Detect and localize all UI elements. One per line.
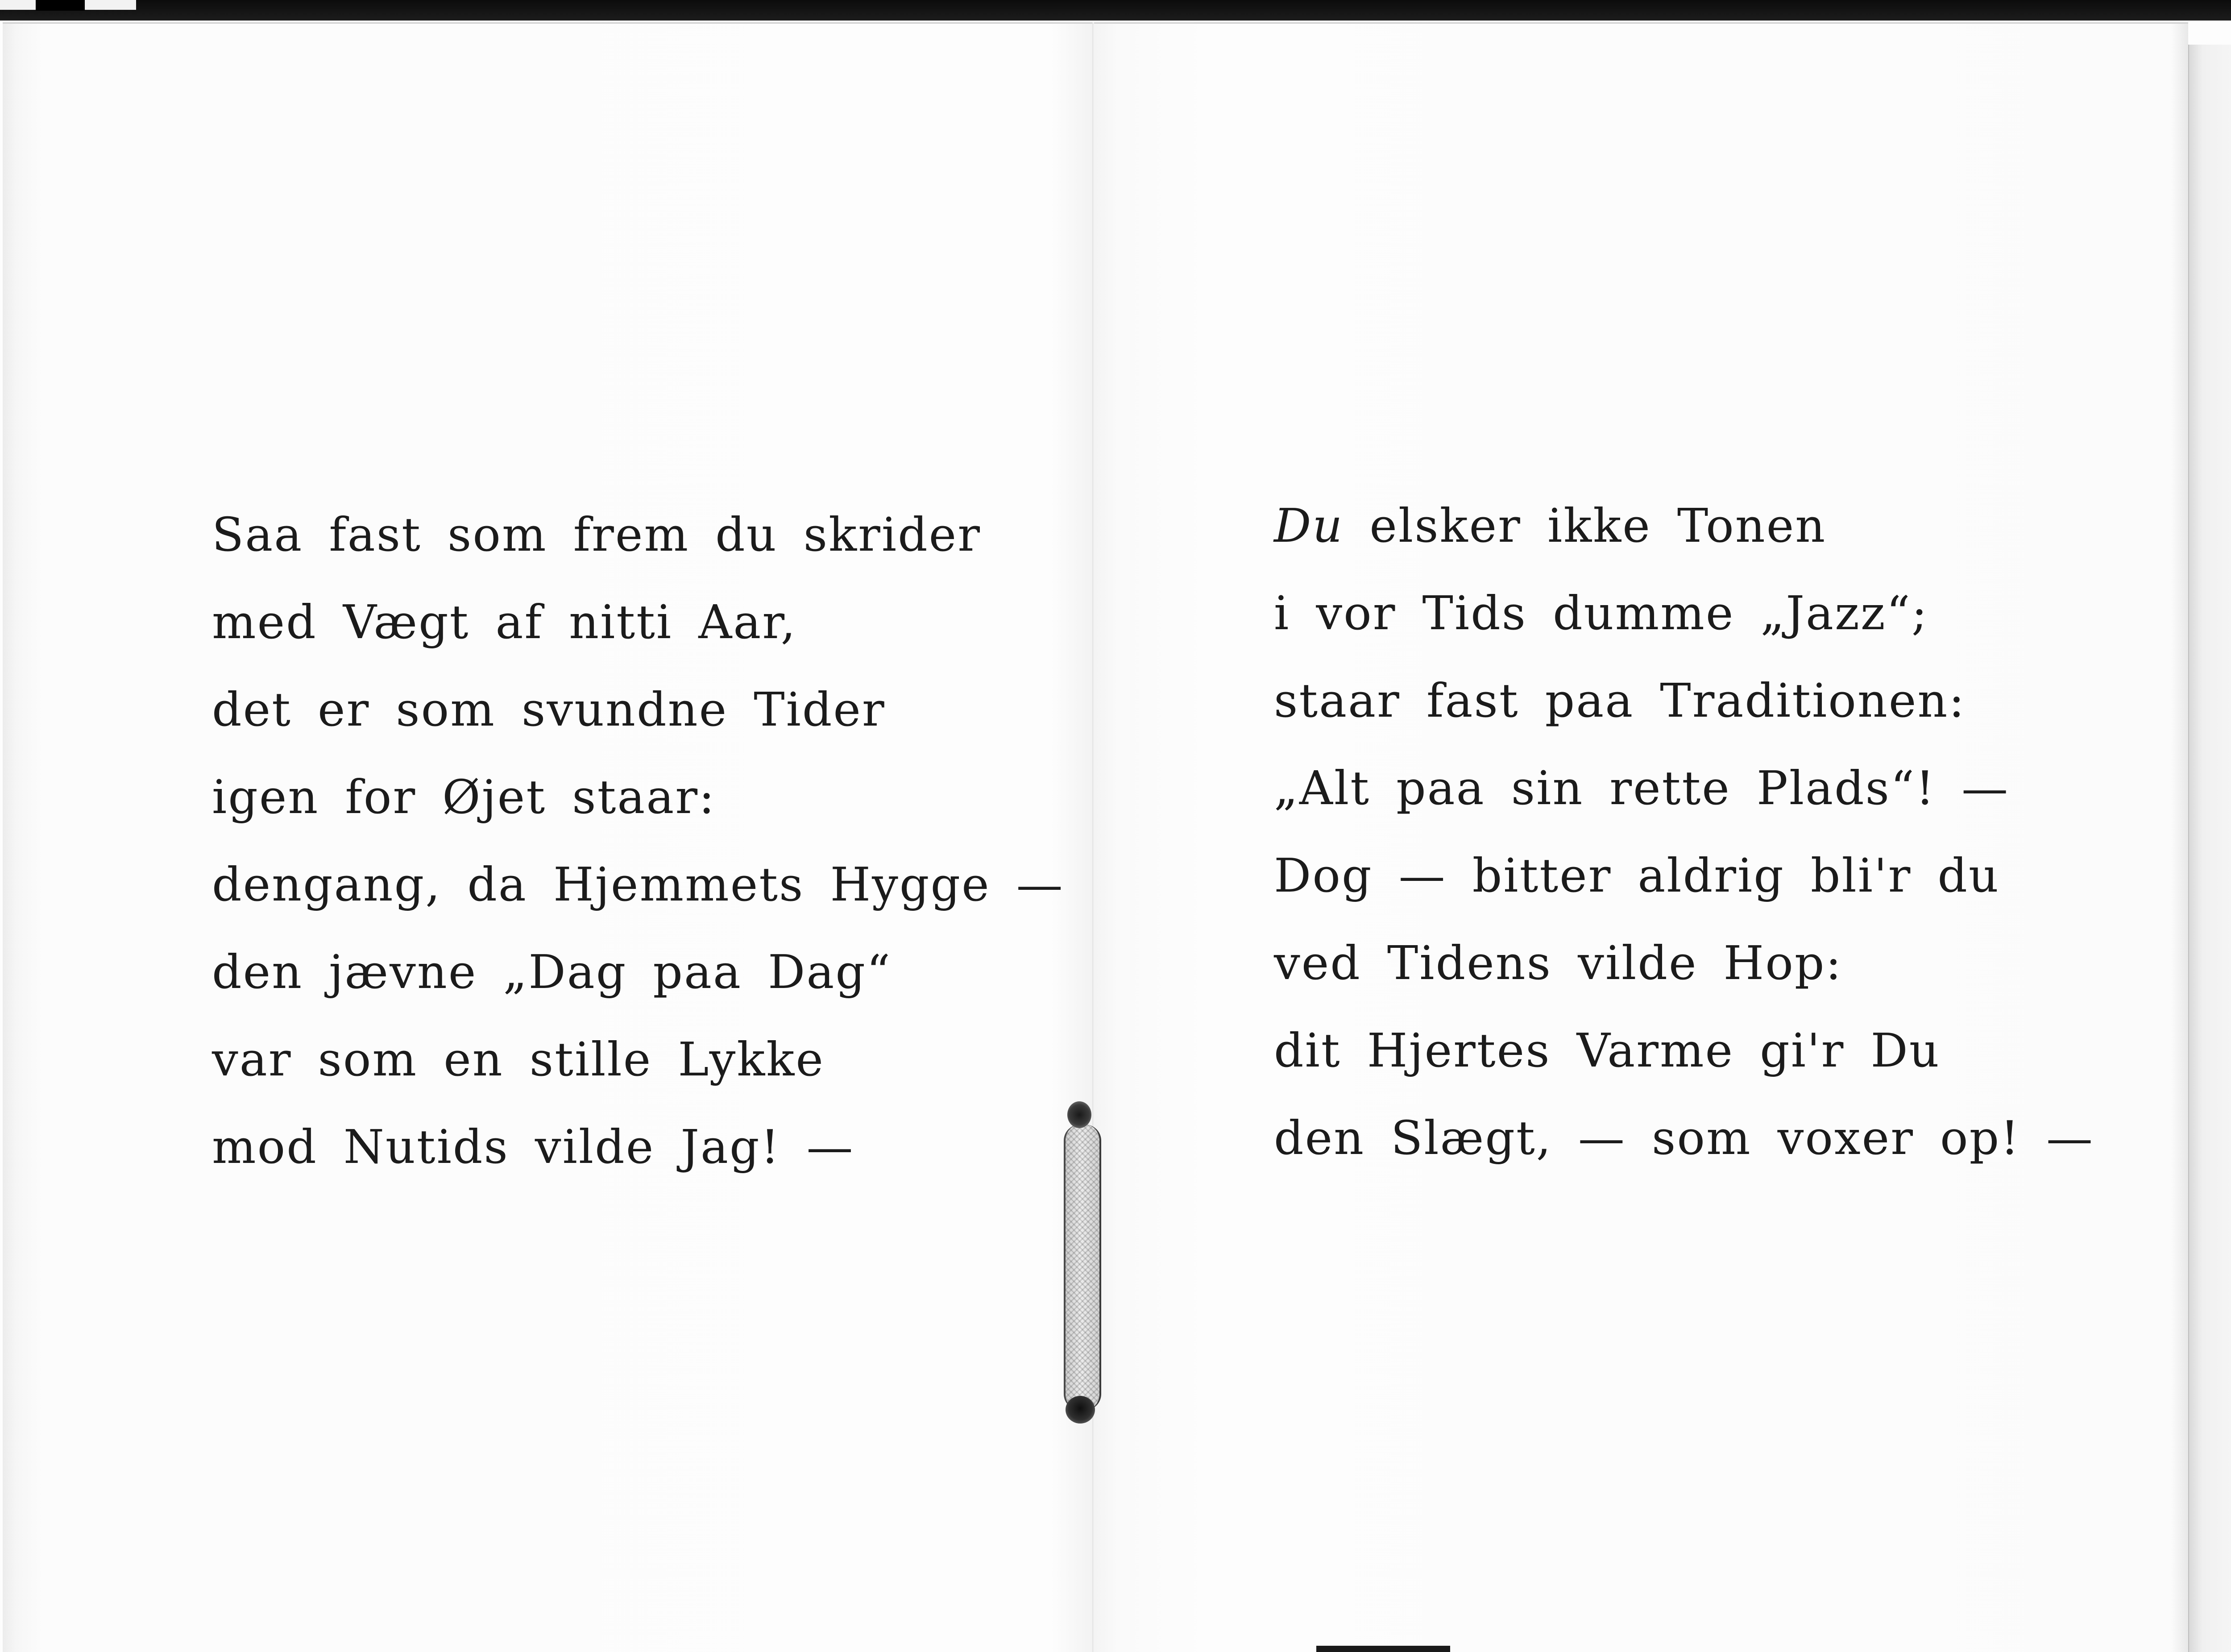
poem-line: staar fast paa Traditionen: [1274, 673, 1966, 728]
poem-line-first [1274, 482, 2032, 569]
binding-hole-top [1067, 1101, 1091, 1128]
poem-line: Saa fast som frem du skrider [212, 507, 981, 562]
poem-line: dengang, da Hjemmets Hygge — [212, 857, 1064, 912]
binding-ribbon [1064, 1125, 1101, 1410]
poem-line: var som en stille Lykke [212, 1032, 825, 1087]
poem-line: det er som svundne Tider [212, 682, 886, 737]
poem-line: med Vægt af nitti Aar, [212, 595, 797, 649]
poem-line: den jævne „Dag paa Dag“ [212, 945, 892, 999]
italic-word: Du [1274, 498, 1344, 553]
poem-line: den Slægt, — som voxer op! — [1274, 1111, 2094, 1165]
poem-line: dit Hjertes Varme gi'r Du [1274, 1023, 1941, 1078]
scanner-top-border [0, 0, 2231, 21]
poem-line: mod Nutids vilde Jag! — [212, 1120, 854, 1174]
poem-line: igen for Øjet staar: [212, 770, 716, 824]
scanner-bottom-mark [1316, 1646, 1450, 1652]
back-cover-edge [2188, 45, 2231, 1652]
poem-line: „Alt paa sin rette Plads“! — [1274, 761, 2010, 815]
poem-line-rest: elsker ikke Tonen [1344, 498, 1827, 553]
scanner-top-mark [36, 0, 85, 11]
poem-line: ved Tidens vilde Hop: [1274, 936, 1843, 990]
left-page-poem [212, 491, 1064, 1191]
poem-line: i vor Tids dumme „Jazz“; [1274, 586, 1928, 640]
poem-line: Dog — bitter aldrig bli'r du [1274, 848, 2000, 903]
binding-hole-bottom [1066, 1396, 1095, 1424]
right-page-poem [1274, 482, 2094, 1182]
